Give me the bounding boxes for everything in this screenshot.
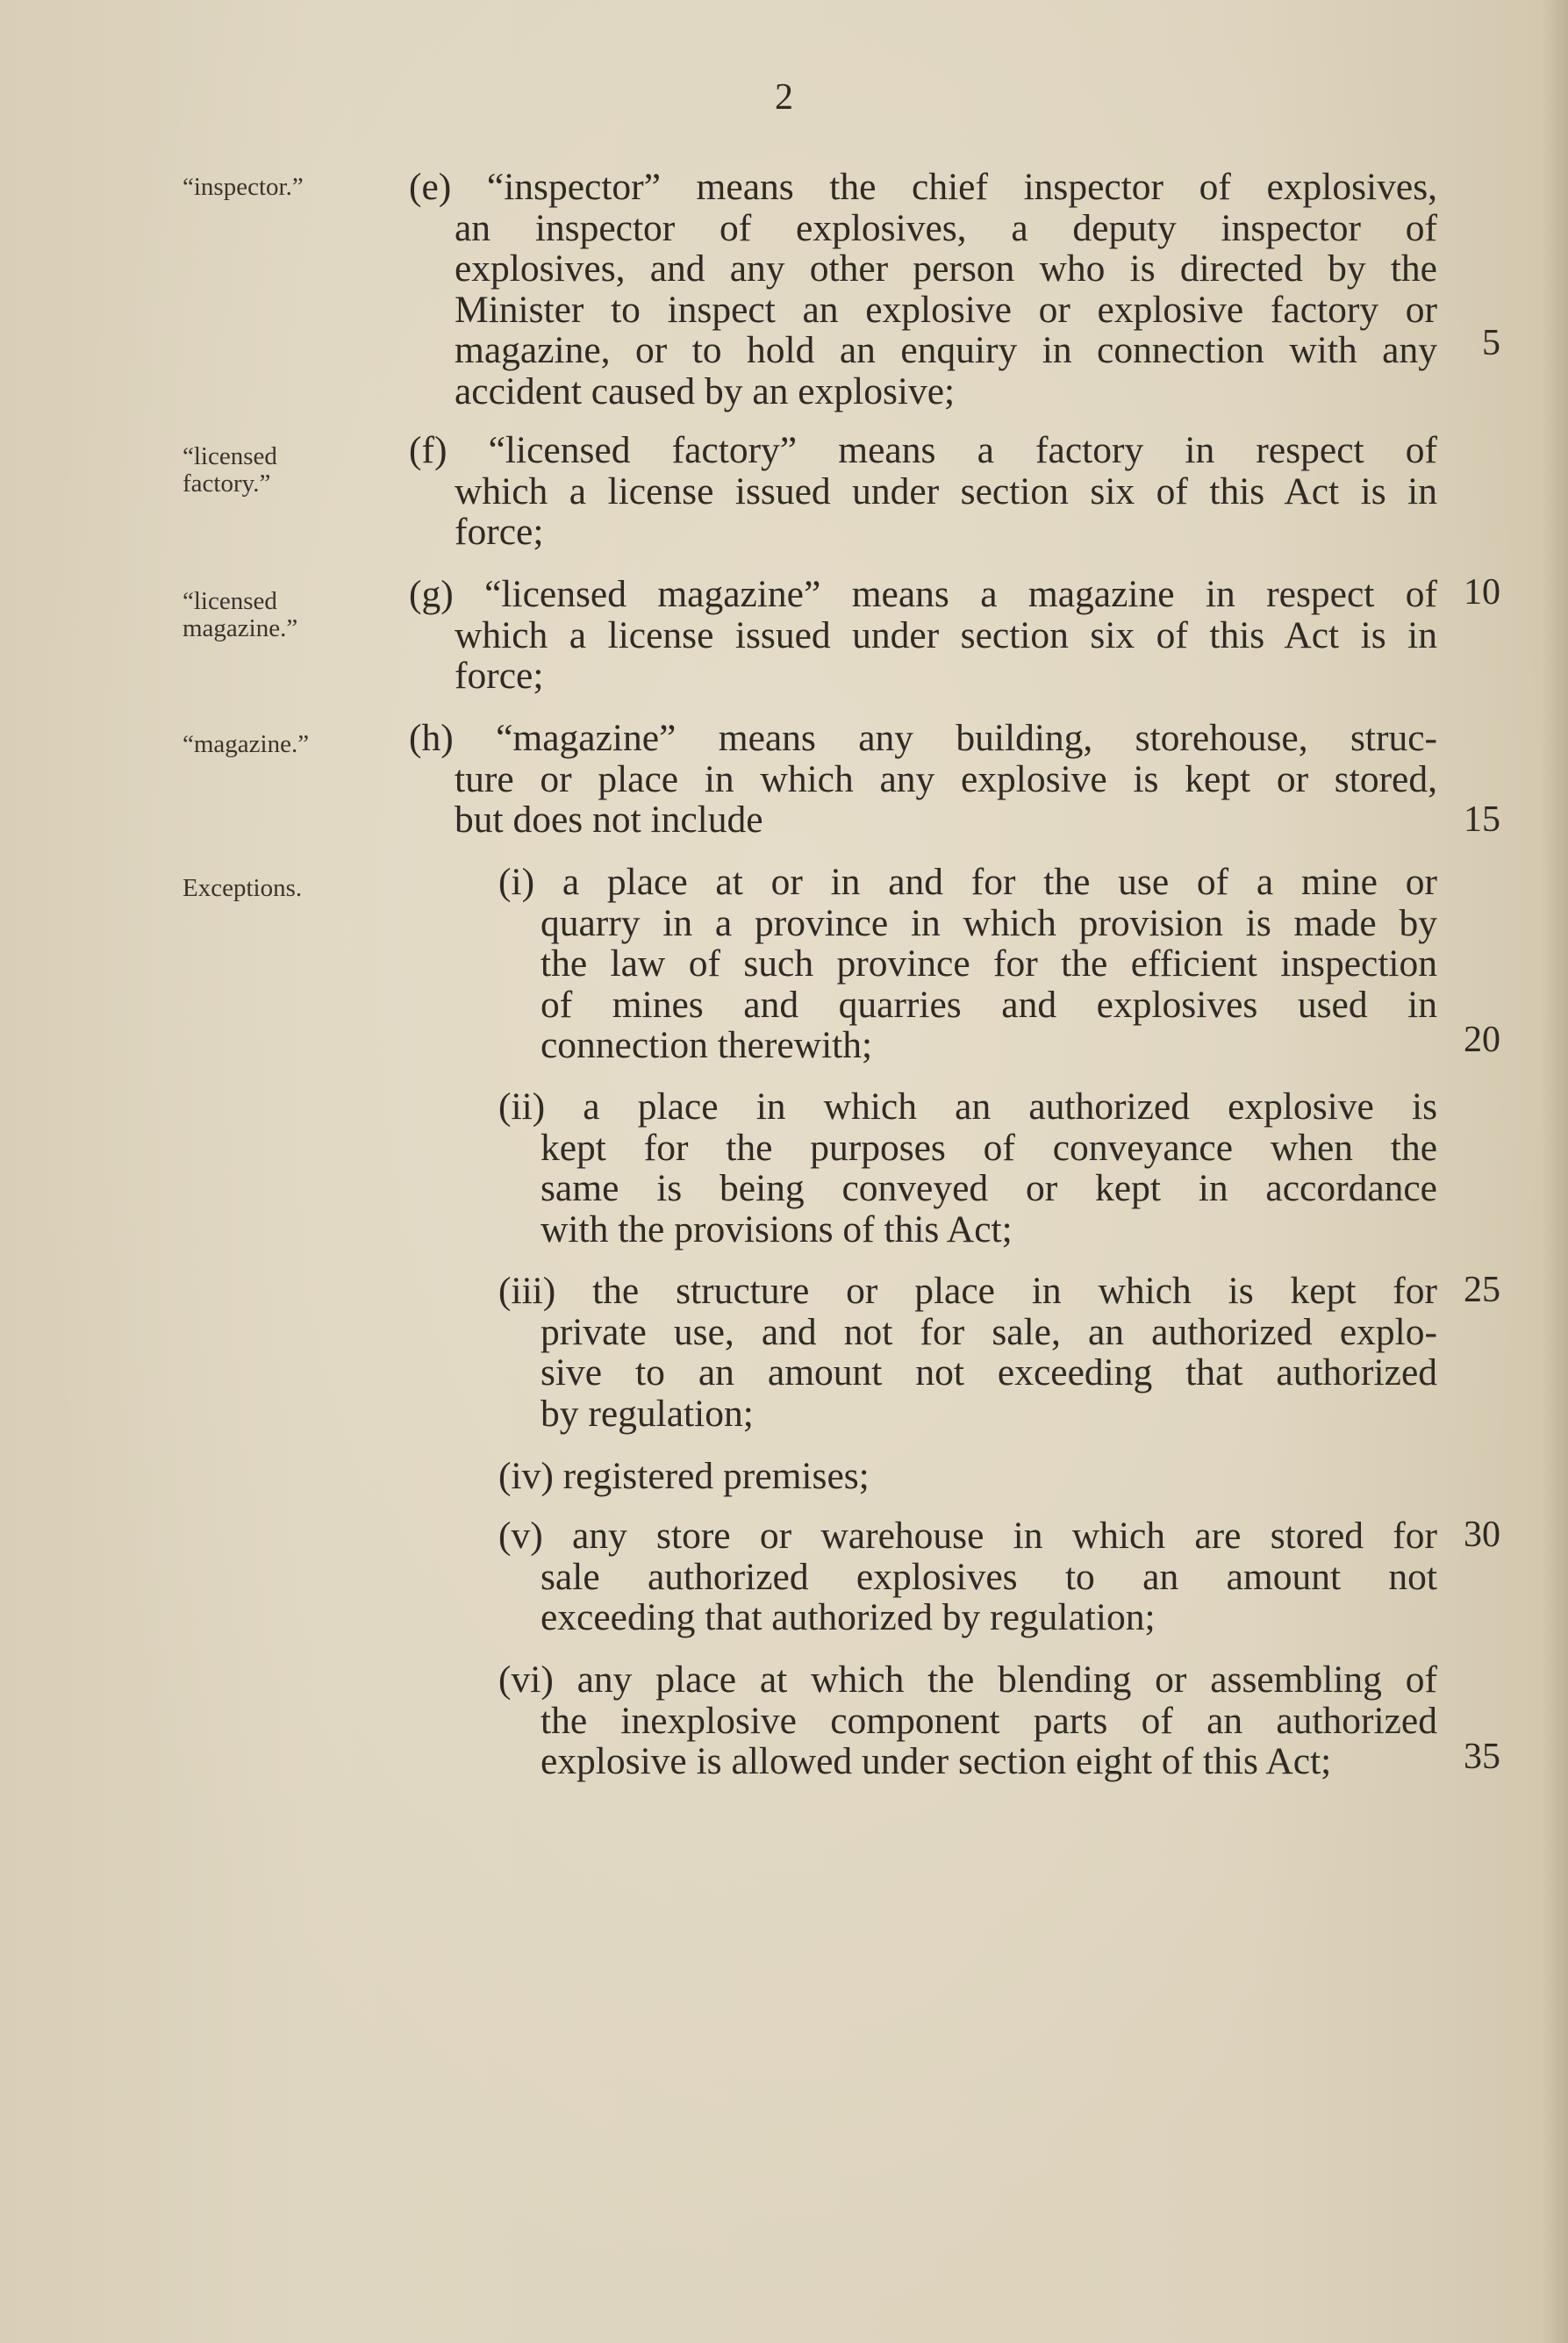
text-line: exceeding that authorized by regulation; bbox=[541, 1596, 1156, 1638]
text-line: (i) a place at or in and for the use of a mine or bbox=[498, 861, 1437, 903]
text-line: an inspector of explosives, a deputy inspector of bbox=[455, 206, 1437, 249]
text-line: same is being conveyed or kept in accordance bbox=[541, 1167, 1437, 1209]
text-line: which a license issued under section six of this Act is in bbox=[455, 613, 1437, 656]
text-line: (ii) a place in which an authorized explosive is bbox=[498, 1086, 1437, 1128]
text-line: (g) “licensed magazine” means a magazine in respect of bbox=[409, 573, 1437, 615]
text-line: the inexplosive component parts of an authorized bbox=[541, 1699, 1437, 1742]
exception-i bbox=[498, 862, 1437, 1066]
text-line: kept for the purposes of conveyance when the bbox=[541, 1126, 1437, 1169]
text-line: of mines and quarries and explosives used in bbox=[541, 983, 1437, 1026]
text-line: Minister to inspect an explosive or explosive factory or bbox=[455, 288, 1437, 331]
exception-iv bbox=[498, 1456, 1437, 1497]
line-number: 25 bbox=[1464, 1270, 1500, 1310]
text-line: but does not include bbox=[455, 799, 763, 841]
margin-note-exceptions: Exceptions. bbox=[183, 874, 303, 902]
text-line: magazine, or to hold an enquiry in connection with any bbox=[455, 329, 1437, 371]
text-line: sive to an amount not exceeding that authorized bbox=[541, 1351, 1437, 1394]
margin-note-inspector: “inspector.” bbox=[183, 173, 304, 201]
text-line: (h) “magazine” means any building, storehouse, struc- bbox=[409, 717, 1437, 759]
text-line: the law of such province for the efficient inspection bbox=[541, 942, 1437, 985]
text-line: accident caused by an explosive; bbox=[455, 369, 956, 412]
text-line: private use, and not for sale, an authorized explo- bbox=[541, 1310, 1437, 1353]
exception-iii bbox=[498, 1271, 1437, 1434]
text-line: with the provisions of this Act; bbox=[541, 1207, 1013, 1250]
exception-vi bbox=[498, 1659, 1437, 1782]
exception-ii bbox=[498, 1086, 1437, 1250]
definition-e-inspector bbox=[409, 167, 1437, 412]
line-number: 15 bbox=[1464, 799, 1500, 840]
text-line: (iv) registered premises; bbox=[498, 1455, 870, 1497]
line-number: 30 bbox=[1464, 1515, 1500, 1555]
line-number: 20 bbox=[1464, 1020, 1500, 1060]
text-line: by regulation; bbox=[541, 1392, 754, 1435]
text-line: (iii) the structure or place in which is kept for bbox=[498, 1270, 1437, 1312]
line-number: 5 bbox=[1482, 323, 1500, 363]
definition-h-magazine bbox=[409, 718, 1437, 841]
exception-v bbox=[498, 1515, 1437, 1638]
text-line: sale authorized explosives to an amount not bbox=[541, 1555, 1437, 1598]
page-edge-shadow bbox=[1542, 0, 1568, 2343]
text-line: force; bbox=[455, 511, 544, 553]
text-line: (v) any store or warehouse in which are stored for bbox=[498, 1515, 1437, 1557]
definition-f-licensed-factory bbox=[409, 430, 1437, 553]
page-number: 2 bbox=[775, 77, 793, 118]
text-line: quarry in a province in which provision is made by bbox=[541, 901, 1437, 944]
text-line: (e) “inspector” means the chief inspector of explosives, bbox=[409, 166, 1437, 208]
text-line: explosives, and any other person who is directed by the bbox=[455, 247, 1437, 290]
line-number: 35 bbox=[1464, 1737, 1500, 1777]
text-line: (f) “licensed factory” means a factory in respect of bbox=[409, 429, 1437, 471]
margin-note-licensed-factory: “licensed factory.” bbox=[183, 442, 277, 498]
margin-note-licensed-magazine: “licensed magazine.” bbox=[183, 587, 298, 642]
text-line: explosive is allowed under section eight of this Act; bbox=[541, 1740, 1332, 1782]
text-line: force; bbox=[455, 655, 544, 697]
text-line: ture or place in which any explosive is kept or stored, bbox=[455, 757, 1437, 800]
text-line: connection therewith; bbox=[541, 1024, 873, 1066]
line-number: 10 bbox=[1464, 572, 1500, 613]
definition-g-licensed-magazine bbox=[409, 574, 1437, 697]
text-line: which a license issued under section six of this Act is in bbox=[455, 469, 1437, 512]
margin-note-magazine: “magazine.” bbox=[183, 730, 310, 758]
text-line: (vi) any place at which the blending or assembling of bbox=[498, 1659, 1437, 1701]
